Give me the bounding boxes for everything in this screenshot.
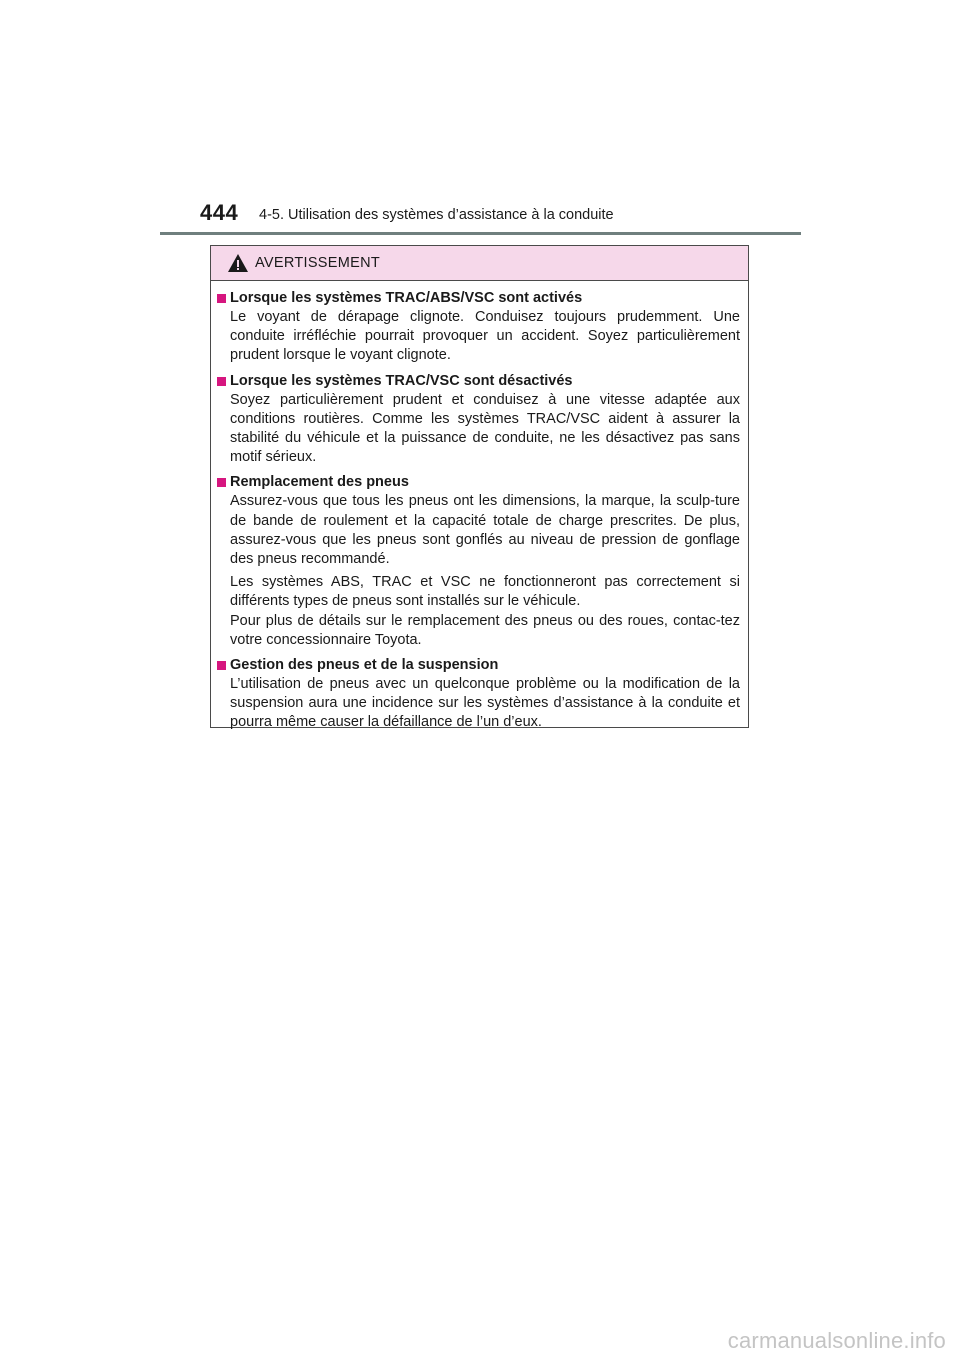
header-rule	[160, 232, 801, 235]
warning-section	[217, 372, 740, 468]
paragraph: Soyez particulièrement prudent et conduisez à une vitesse adaptée aux conditions routières. Comme les systèmes TRAC/VSC aident à assurer la stabilité du véhicule et la puissance de conduite, ne les désactivez pas sans motif sérieux.	[230, 391, 740, 466]
square-bullet-icon	[217, 294, 226, 303]
section-heading	[217, 656, 740, 675]
chapter-title: 4-5. Utilisation des systèmes d’assistance à la conduite	[259, 207, 614, 223]
paragraph: Pour plus de détails sur le remplacement des pneus ou des roues, contac-tez votre concessionnaire Toyota.	[230, 612, 740, 648]
square-bullet-icon	[217, 478, 226, 487]
paragraph: Assurez-vous que tous les pneus ont les dimensions, la marque, la sculp-ture de bande de roulement et la capacité totale de charge prescrites. De plus, assurez-vous que les pneus sont gonflés au niveau de pression de gonflage des pneus recommandé.	[230, 493, 740, 568]
section-heading-text: Gestion des pneus et de la suspension	[230, 657, 499, 674]
section-heading	[217, 372, 740, 391]
paragraph: Les systèmes ABS, TRAC et VSC ne fonctionneront pas correctement si différents types de pneus sont installés sur le véhicule.	[230, 574, 740, 610]
section-heading	[217, 473, 740, 492]
square-bullet-icon	[217, 377, 226, 386]
warning-box	[210, 245, 749, 731]
square-bullet-icon	[217, 661, 226, 670]
warning-section	[217, 473, 740, 650]
section-heading-text: Remplacement des pneus	[230, 474, 409, 491]
warning-header	[211, 246, 748, 281]
paragraph: L’utilisation de pneus avec un quelconque problème ou la modification de la suspension aura une incidence sur les systèmes d’assistance à la conduite et pourra même causer la défaillance de l’un d’eux.	[230, 676, 740, 731]
warning-triangle-icon	[227, 253, 249, 273]
page-number: 444	[200, 200, 239, 225]
watermark: carmanualsonline.info	[727, 1328, 946, 1353]
section-heading-text: Lorsque les systèmes TRAC/VSC sont désactivés	[230, 372, 573, 389]
section-heading	[217, 289, 740, 308]
warning-body	[211, 281, 748, 733]
warning-section	[217, 289, 740, 366]
warning-title: AVERTISSEMENT	[255, 255, 381, 271]
warning-section	[217, 656, 740, 733]
section-heading-text: Lorsque les systèmes TRAC/ABS/VSC sont activés	[230, 290, 583, 306]
paragraph: Le voyant de dérapage clignote. Conduisez toujours prudemment. Une conduite irréfléchie pourrait provoquer un accident. Soyez particulièrement prudent lorsque le voyant clignote.	[230, 309, 740, 364]
